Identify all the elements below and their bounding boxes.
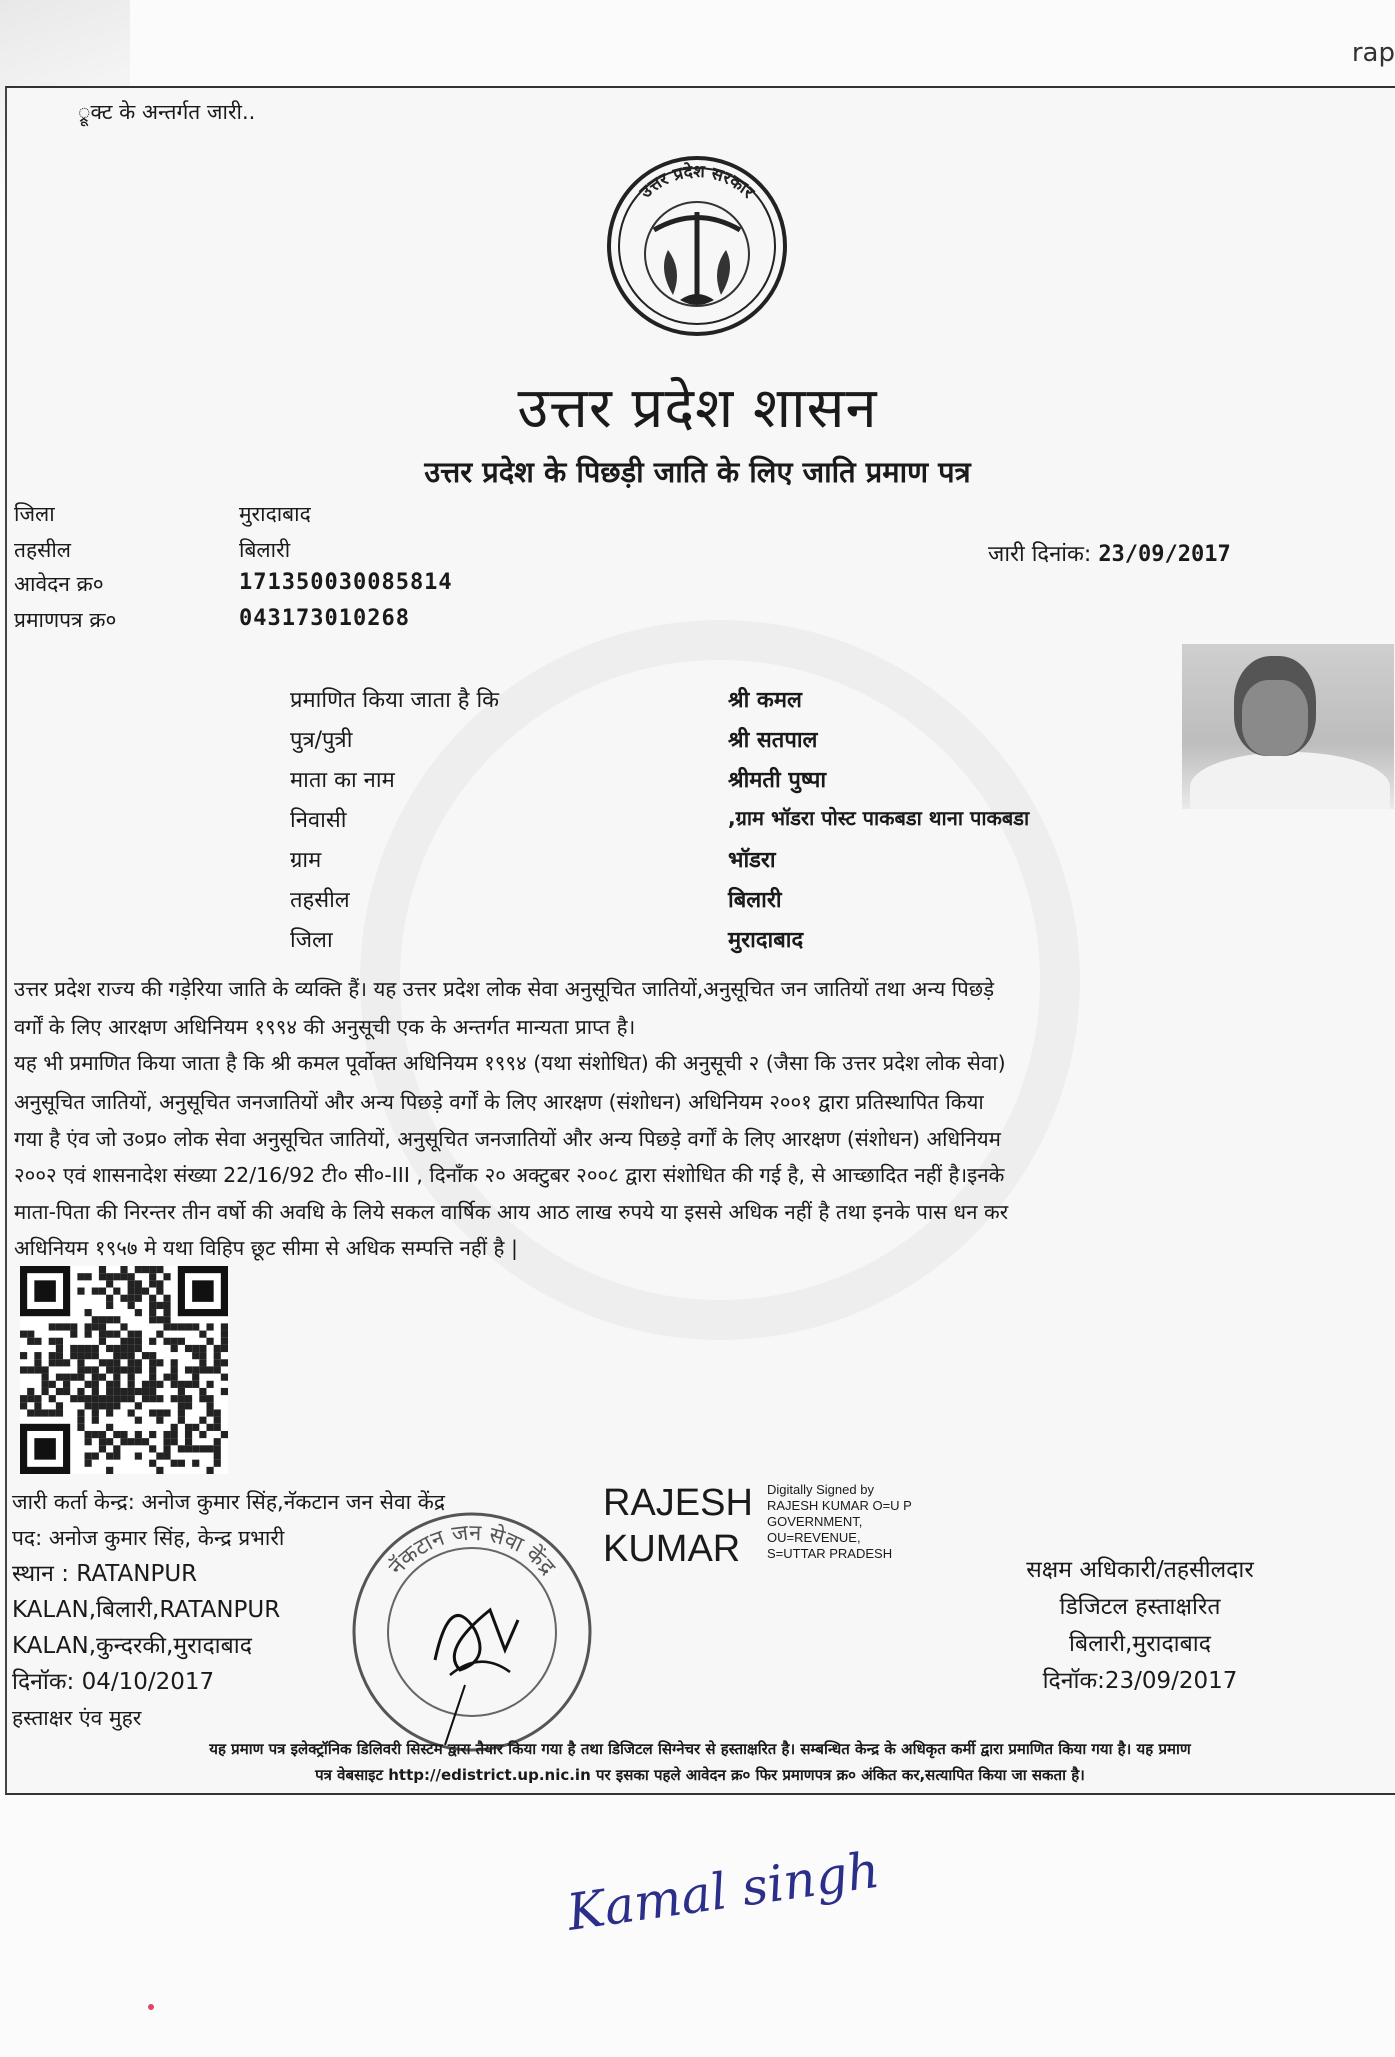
detail-label: माता का नाम [290, 768, 395, 793]
certificate-number: 043173010268 [239, 606, 410, 631]
authority-digital: डिजिटल हस्ताक्षरित [1059, 1594, 1221, 1620]
dsig-line: S=UTTAR PRADESH [767, 1546, 893, 1561]
authority-date: दिनॉक:23/09/2017 [1042, 1668, 1238, 1694]
ink-dot [148, 2004, 154, 2010]
district-label: जिला [14, 502, 55, 526]
dsig-line: Digitally Signed by [767, 1482, 874, 1497]
handwritten-name: Kamal singh [563, 1840, 883, 1942]
issue-date-value: 23/09/2017 [1098, 542, 1231, 567]
detail-label: निवासी [290, 808, 347, 833]
corner-text: rap [1351, 38, 1395, 68]
footer-line-1: यह प्रमाण पत्र इलेक्ट्रॉनिक डिलिवरी सिस्टम द्वारा तैयार किया गया है तथा डिजिटल सिग्नेचर से हस्ताक्षरित है। सम्बन्धित केन्द्र के अधिकृत कर्मी द्वारा प्रमाणित किया गया है। यह प्रमाण [209, 1740, 1191, 1758]
detail-value: मुरादाबाद [728, 928, 804, 953]
district-value: मुरादाबाद [239, 502, 311, 526]
certificate-title: उत्तर प्रदेश के पिछड़ी जाति के लिए जाति प्रमाण पत्र [424, 455, 971, 489]
detail-row [290, 764, 827, 794]
up-state-emblem [598, 150, 796, 338]
application-label: आवेदन क्र० [14, 572, 104, 596]
body-line: माता-पिता की निरन्तर तीन वर्षो की अवधि के लिये सकल वार्षिक आय आठ लाख रुपये या इससे अधिक नहीं है तथा इनके पास धन कर [14, 1200, 1009, 1224]
detail-row [290, 924, 804, 954]
detail-row [290, 844, 776, 874]
seal-text: नॅकटान जन सेवा केंद्र [384, 1520, 560, 1581]
issuer-place-3: KALAN,कुन्दरकी,मुरादाबाद [12, 1633, 252, 1659]
act-issued-line: ्रूक्ट के अन्तर्गत जारी.. [78, 100, 256, 124]
issue-date [988, 538, 1231, 568]
sign-and-seal-label: हस्ताक्षर एंव मुहर [12, 1706, 142, 1730]
detail-value: श्रीमती पुष्पा [728, 768, 827, 793]
application-number: 171350030085814 [239, 570, 453, 595]
detail-value: श्री सतपाल [728, 728, 818, 753]
body-line: अनुसूचित जातियों, अनुसूचित जनजातियों और अन्य पिछड़े वर्गों के लिए आरक्षण (संशोधन) अधिनियम २००१ द्वारा प्रतिस्थापित किया [14, 1090, 984, 1114]
issuer-post: पद: अनोज कुमार सिंह, केन्द्र प्रभारी [12, 1526, 285, 1550]
authority-place: बिलारी,मुरादाबाद [1069, 1631, 1211, 1657]
body-line: उत्तर प्रदेश राज्य की गड़ेरिया जाति के व्यक्ति हैं। यह उत्तर प्रदेश लोक सेवा अनुसूचित जातियों,अनुसूचित जन जातियों तथा अन्य पिछड़े [14, 977, 995, 1001]
authority-title: सक्षम अधिकारी/तहसीलदार [1026, 1557, 1254, 1583]
issuer-place-1: स्थान : RATANPUR [12, 1561, 198, 1587]
body-line: गया है एंव जो उ०प्र० लोक सेवा अनुसूचित जातियों, अनुसूचित जनजातियों और अन्य पिछड़े वर्गों के लिए आरक्षण (संशोधन) अधिनियम [14, 1127, 1001, 1151]
footer-line-2: पत्र वेबसाइट http://edistrict.up.nic.in पर इसका पहले आवेदन क्र० फिर प्रमाणपत्र क्र० अंकित कर,सत्यापित किया जा सकता है। [315, 1766, 1085, 1784]
applicant-photo [1182, 644, 1394, 809]
detail-row [290, 804, 1030, 834]
detail-label: प्रमाणित किया जाता है कि [290, 688, 500, 713]
government-title: उत्तर प्रदेश शासन [517, 376, 878, 441]
official-seal [340, 1500, 605, 1765]
detail-label: तहसील [290, 888, 350, 913]
signer-first-name: RAJESH [603, 1482, 753, 1524]
digital-signer-name [603, 1480, 753, 1572]
body-line: अधिनियम १९५७ मे यथा विहिप छूट सीमा से अधिक सम्पत्ति नहीं है | [14, 1236, 518, 1260]
issuer-date: दिनॉक: 04/10/2017 [12, 1669, 215, 1695]
issuer-center: जारी कर्ता केन्द्र: अनोज कुमार सिंह,नॅकटान जन सेवा केंद्र [12, 1490, 446, 1514]
detail-row [290, 724, 818, 754]
detail-row [290, 884, 782, 914]
tehsil-value: बिलारी [239, 538, 291, 562]
emblem-text: उत्तर प्रदेश सरकार [636, 161, 758, 203]
dsig-line: OU=REVENUE, [767, 1530, 861, 1545]
certificate-label: प्रमाणपत्र क्र० [14, 608, 117, 632]
digital-signature-info [767, 1482, 912, 1562]
signer-last-name: KUMAR [603, 1528, 741, 1570]
tehsil-label: तहसील [14, 538, 71, 562]
competent-authority [980, 1552, 1300, 1700]
issue-date-label: जारी दिनांक: [988, 542, 1092, 567]
verification-footer [10, 1736, 1390, 1788]
detail-value: भॉडरा [728, 848, 776, 873]
handwritten-signature [560, 1820, 940, 1960]
detail-value: श्री कमल [728, 688, 802, 713]
detail-label: जिला [290, 928, 333, 953]
dsig-line: GOVERNMENT, [767, 1514, 863, 1529]
detail-value: ,ग्राम भॉडरा पोस्ट पाकबडा थाना पाकबडा [728, 806, 1030, 830]
body-line: वर्गों के लिए आरक्षण अधिनियम १९९४ की अनुसूची एक के अन्तर्गत मान्यता प्राप्त है। [14, 1015, 636, 1039]
detail-row [290, 684, 802, 714]
detail-value: बिलारी [728, 888, 782, 913]
qr-code [20, 1266, 228, 1474]
body-line: यह भी प्रमाणित किया जाता है कि श्री कमल पूर्वोक्त अधिनियम १९९४ (यथा संशोधित) की अनुसूची २ (जैसा कि उत्तर प्रदेश लोक सेवा) [14, 1051, 1006, 1075]
issuer-place-2: KALAN,बिलारी,RATANPUR [12, 1597, 281, 1623]
dsig-line: RAJESH KUMAR O=U P [767, 1498, 912, 1513]
detail-label: ग्राम [290, 848, 322, 873]
body-line: २००२ एवं शासनादेश संख्या 22/16/92 टी० सी०-III , दिनाँक २० अक्टुबर २००८ द्वारा संशोधित की गई है, से आच्छादित नहीं है।इनके [14, 1163, 1005, 1187]
detail-label: पुत्र/पुत्री [290, 728, 353, 753]
